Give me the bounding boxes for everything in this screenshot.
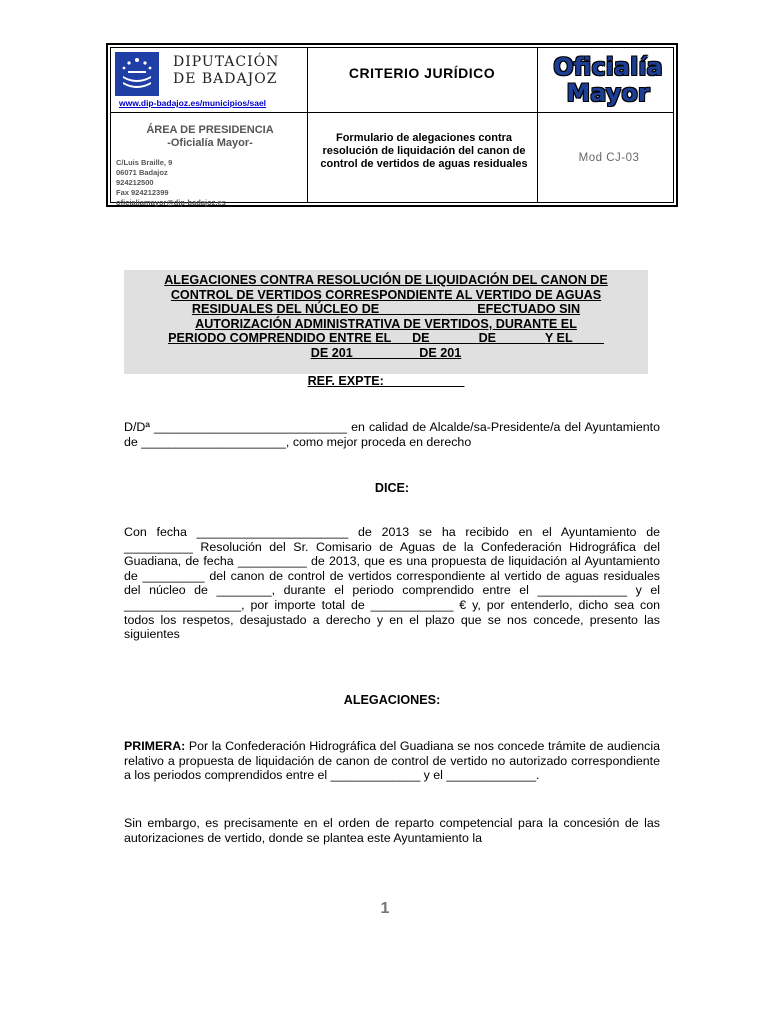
title-line: RESIDUALES DEL NÚCLEO DE _____________ EFECTUADO SIN: [191, 302, 581, 317]
area-line2: -Oficialía Mayor-: [167, 137, 253, 149]
org-name-line1: DIPUTACIÓN: [173, 54, 280, 70]
form-title: Formulario de alegaciones contra resolución de liquidación del canon de control de vertidos de aguas residuales: [320, 132, 528, 170]
con-fecha-paragraph: Con fecha ______________________ de 2013 se ha recibido en el Ayuntamiento de __________ Resolución del Sr. Comisario de Aguas de la Confederación Hidrográfica del Guadiana, de fecha __________ de 2013, que es una propuesta de liquidación al Ayuntamiento de _________ del canon de control de vertidos correspondiente al vertido de aguas residuales del núcleo de ________, durante el periodo comprendido entre el _____________ y el _________________, por importe total de ____________ € y, por entenderlo, dicho sea con todos los respetos, desajustado a derecho y en el plazo que se nos concede, presento las siguientes: [124, 525, 660, 642]
oficialia-line2: Mayor: [566, 79, 650, 107]
org-name-line2: DE BADAJOZ: [173, 71, 278, 87]
header-inner-frame: [110, 47, 674, 207]
address-email[interactable]: oficialiamayor@dip-badajoz.es: [116, 198, 226, 207]
area-heading: [111, 124, 309, 150]
ref-expte: REF. EXPTE: ___________: [307, 374, 465, 388]
primera-text: Por la Confederación Hidrográfica del Guadiana se nos concede trámite de audiencia relativo a propuesta de liquidación de canon de control de vertido no autorizado correspondiente a los periodos comprendidos entre el _____________ y el _____________.: [124, 739, 660, 783]
dice-heading: DICE:: [374, 481, 410, 495]
oficialia-mayor-logo: [537, 54, 679, 106]
document-title-block: [124, 270, 648, 374]
criterio-heading: CRITERIO JURÍDICO: [348, 65, 496, 81]
website-link[interactable]: www.dip-badajoz.es/municipios/sael: [119, 98, 267, 108]
alegaciones-heading: ALEGACIONES:: [343, 693, 441, 707]
title-line: CONTROL DE VERTIDOS CORRESPONDIENTE AL VERTIDO DE AGUAS: [170, 287, 602, 302]
address-street: C/Luis Braille, 9: [116, 158, 173, 167]
area-line1: ÁREA DE PRESIDENCIA: [146, 124, 274, 136]
title-line: AUTORIZACIÓN ADMINISTRATIVA DE VERTIDOS, DURANTE EL: [195, 316, 577, 331]
sin-embargo-paragraph: Sin embargo, es precisamente en el orden de reparto competencial para la concesión de las autorizaciones de vertido, donde se plantea este Ayuntamiento la: [124, 816, 660, 845]
primera-label: PRIMERA:: [124, 739, 186, 753]
header-table: [106, 43, 678, 207]
title-line: ALEGACIONES CONTRA RESOLUCIÓN DE LIQUIDACIÓN DEL CANON DE: [164, 273, 608, 287]
declarant-paragraph: D/Dª ____________________________ en calidad de Alcalde/sa-Presidente/a del Ayuntamiento de _____________________, como mejor proceda en derecho: [124, 420, 660, 449]
diputacion-logo-icon: [115, 52, 159, 96]
address-phone: 924212500: [116, 178, 154, 187]
primera-paragraph: [124, 739, 660, 783]
document-title: [124, 273, 648, 361]
title-line: PERIODO COMPRENDIDO ENTRE EL __ DE ______ DE ______ Y EL ____: [168, 331, 604, 346]
address-fax: Fax 924212399: [116, 188, 169, 197]
title-line: DE 201_________ DE 201: [310, 345, 462, 360]
address-block: [116, 158, 226, 208]
page-number: 1: [380, 900, 390, 917]
oficialia-line1: Oficialía: [553, 53, 663, 81]
row-divider: [111, 112, 673, 113]
org-name: [173, 54, 279, 88]
address-city: 06071 Badajoz: [116, 168, 168, 177]
model-code: Mod CJ-03: [578, 152, 640, 164]
